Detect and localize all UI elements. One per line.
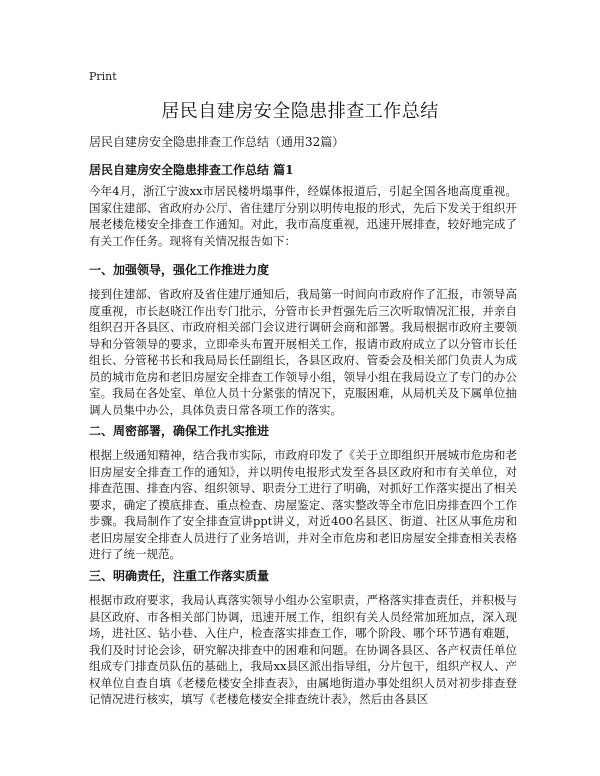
paragraph-intro: 今年4月，浙江宁波xx市居民楼坍塌事件，经媒体报道后，引起全国各地高度重视。国家住建部、省政府办公厅、省住建厅分别以明传电报的形式，先后下发关于组织开展老楼危楼安全排查工作通知。对此，我市高度重视，迅速开展排查，较好地完成了有关工作任务。现将有关情况报告如下： [89,184,517,248]
page-title: 居民自建房安全隐患排查工作总结 [161,101,439,122]
paragraph-section-2: 根据上级通知精神，结合我市实际，市政府印发了《关于立即组织开展城市危房和老旧房屋安全排查工作的通知》，并以明传电报形式发至各县区政府和市有关单位，对排查范围、排查内容、组织领导、职责分工进行了明确，对抓好工作落实提出了相关要求，确定了摸底排查、重点检查、房屋鉴定、落实整改等全市危旧房排查四个工作步骤。我局制作了安全排查宣讲ppt讲义，对近400名县区、街道、社区从事危房和老旧房屋安全排查人员进行了业务培训，并对全市危房和老旧房屋安全排查相关表格进行了统一规范。 [89,448,517,561]
paragraph-section-1: 接到住建部、省政府及省住建厅通知后，我局第一时间向市政府作了汇报，市领导高度重视，市长赵晓江作出专门批示，分管市长尹哲强先后三次听取情况汇报，并亲自组织召开各县区、市政府相关部门会议进行调研会商和部署。我局根据市政府主要领导和分管领导的要求，立即牵头布置开展相关工作，报请市政府成立了以分管市长任组长、分管秘书长和我局局长任副组长，各县区政府、管委会及相关部门负责人为成员的城市危房和老旧房屋安全排查工作领导小组，领导小组在我局设立了专门的办公室。我局在各处室、单位人员十分紧张的情况下，克服困难，从局机关及下属单位抽调人员集中办公，具体负责日常各项工作的落实。 [89,287,517,417]
article-title: 居民自建房安全隐患排查工作总结 篇1 [89,163,294,177]
document-subtitle: 居民自建房安全隐患排查工作总结（通用32篇） [89,135,345,149]
paragraph-section-3: 根据市政府要求，我局认真落实领导小组办公室职责，严格落实排查责任，并积极与县区政府、市各相关部门协调，迅速开展工作，组织有关人员经常加班加点，深入现场，进社区、钻小巷、入住户，检查落实排查工作，哪个阶段、哪个环节遇有难题，我们及时讨论会诊，研究解决排查中的困难和问题。在协调各县区、各产权责任单位组成专门排查员队伍的基础上，我局xx县区派出指导组，分片包干，组织产权人、产权单位自查自填《老楼危楼安全排查表》，由属地街道办事处组织人员对初步排查登记情况进行核实，填写《老楼危楼安全排查统计表》，然后由各县区 [89,593,517,706]
section-heading-1: 一、加强领导，强化工作推进力度 [89,263,270,277]
section-heading-3: 三、明确责任，注重工作落实质量 [89,569,270,583]
section-heading-2: 二、周密部署，确保工作扎实推进 [89,424,270,438]
print-link[interactable]: Print [89,70,117,83]
